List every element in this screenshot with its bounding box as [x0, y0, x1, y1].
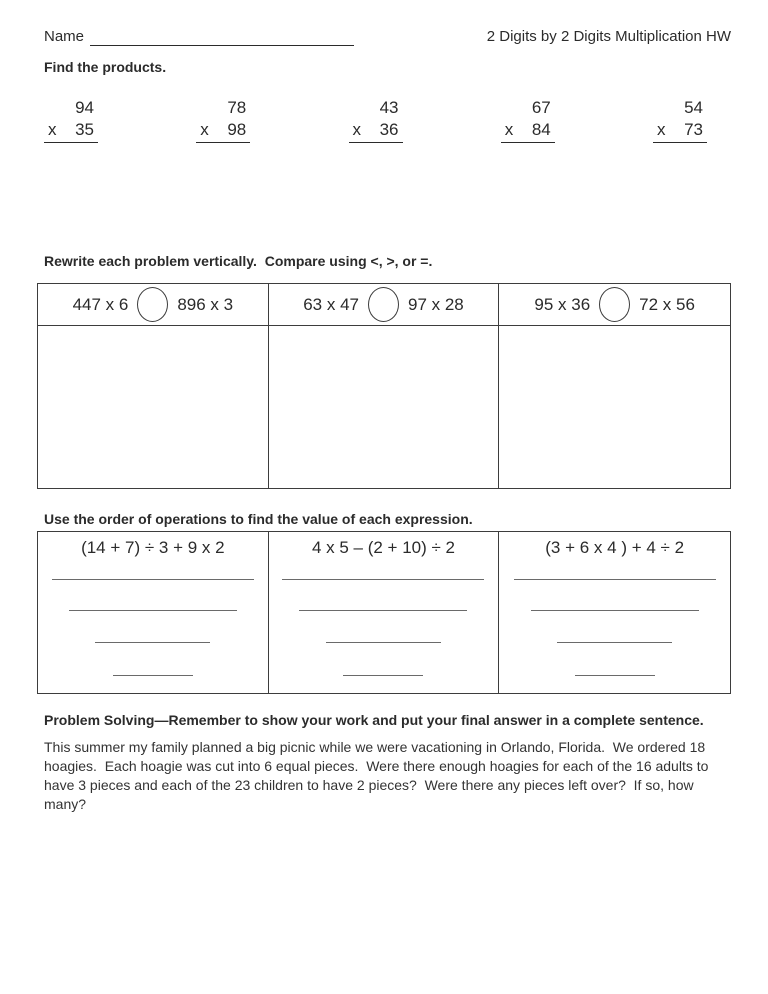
comparison-circle[interactable]	[599, 287, 630, 322]
multiplier-row	[501, 119, 555, 143]
compare-left-expression: 447 x 6	[72, 294, 129, 314]
multiplication-problem[interactable]	[349, 97, 403, 143]
worksheet-title: 2 Digits by 2 Digits Multiplication HW	[486, 28, 731, 45]
answer-blank-line[interactable]	[531, 610, 699, 611]
multiplication-problem[interactable]	[44, 97, 98, 143]
multiplier-row	[653, 119, 707, 143]
expression: (3 + 6 x 4 ) + 4 ÷ 2	[545, 538, 685, 557]
multiplier: 73	[684, 120, 703, 139]
work-area-cell[interactable]	[269, 326, 500, 488]
multiplication-problem[interactable]	[501, 97, 555, 143]
name-blank-line[interactable]	[90, 30, 354, 46]
order-of-operations-instruction: Use the order of operations to find the value of each expression.	[44, 511, 473, 527]
products-instruction: Find the products.	[44, 59, 167, 75]
problem-solving-heading: Problem Solving—Remember to show your work and put your final answer in a complete sentence.	[44, 712, 704, 728]
order-of-operations-table	[37, 531, 731, 694]
expression: 4 x 5 – (2 + 10) ÷ 2	[311, 538, 456, 557]
answer-blank-line[interactable]	[557, 642, 672, 643]
multiplicand: 67	[531, 98, 551, 117]
work-area-cell[interactable]	[38, 326, 269, 488]
comparison-circle[interactable]	[137, 287, 168, 322]
expression-cell	[269, 532, 500, 693]
compare-left-expression: 63 x 47	[303, 294, 359, 314]
answer-blank-line[interactable]	[326, 642, 441, 643]
compare-problem-header	[269, 284, 500, 326]
expression-cell	[499, 532, 730, 693]
multiplicand: 78	[227, 98, 247, 117]
answer-blank-line[interactable]	[343, 675, 423, 676]
multiplication-problem[interactable]	[653, 97, 707, 143]
answer-blank-line[interactable]	[514, 579, 716, 580]
multiplication-problems-row	[37, 97, 731, 143]
comparison-circle[interactable]	[368, 287, 399, 322]
multiplicand: 43	[379, 98, 399, 117]
name-field-block	[44, 27, 354, 46]
multiplier: 98	[227, 120, 247, 139]
compare-problem-header	[38, 284, 269, 326]
expression-cell	[38, 532, 269, 693]
problem-solving-body: This summer my family planned a big picnic while we were vacationing in Orlando, Florida. We ordered 18 hoagies. Each hoagie was cut into 6 equal pieces. Were there enough hoagies for each of the 16 adults to have 3 pieces and each of the 23 children to have 2 pieces? Were there any pieces left over? If so, how many?	[44, 739, 713, 812]
multiply-sign: x	[504, 120, 514, 139]
compare-left-expression: 95 x 36	[534, 294, 591, 314]
multiply-sign: x	[352, 120, 361, 139]
multiplier-row	[196, 119, 250, 143]
name-label: Name	[44, 28, 85, 45]
multiplicand: 54	[684, 98, 703, 117]
multiply-sign: x	[200, 120, 209, 139]
expression: (14 + 7) ÷ 3 + 9 x 2	[81, 538, 225, 557]
compare-right-expression: 97 x 28	[407, 294, 464, 314]
compare-instruction: Rewrite each problem vertically. Compare using <, >, or =.	[44, 253, 433, 269]
multiplier: 36	[379, 120, 399, 139]
answer-blank-line[interactable]	[69, 610, 237, 611]
multiply-sign: x	[657, 120, 666, 139]
compare-right-expression: 896 x 3	[177, 294, 234, 314]
work-area-cell[interactable]	[499, 326, 730, 488]
compare-right-expression: 72 x 56	[639, 294, 695, 314]
multiplier-row	[44, 119, 98, 143]
answer-blank-line[interactable]	[95, 642, 210, 643]
answer-blank-line[interactable]	[52, 579, 254, 580]
answer-blank-line[interactable]	[113, 675, 193, 676]
multiplier-row	[349, 119, 403, 143]
answer-blank-line[interactable]	[282, 579, 484, 580]
answer-blank-line[interactable]	[299, 610, 467, 611]
multiplier: 84	[531, 120, 551, 139]
compare-problem-header	[499, 284, 730, 326]
header	[37, 27, 731, 46]
multiplier: 35	[75, 120, 94, 139]
multiplication-problem[interactable]	[196, 97, 250, 143]
answer-blank-line[interactable]	[575, 675, 655, 676]
multiplicand: 94	[75, 98, 94, 117]
multiply-sign: x	[48, 120, 57, 139]
compare-table	[37, 283, 731, 489]
